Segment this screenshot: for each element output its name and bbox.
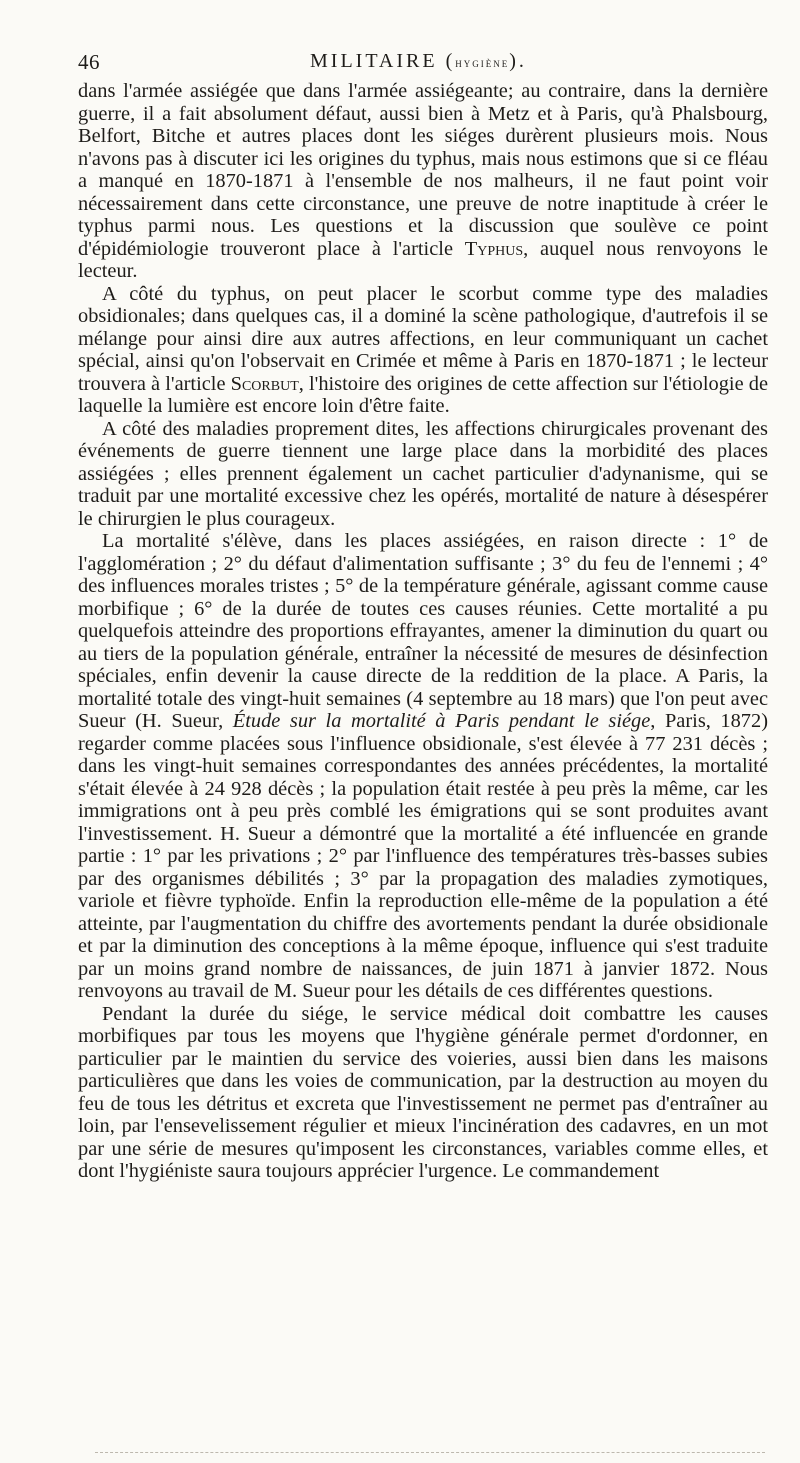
- running-title: [310, 50, 527, 73]
- paragraph-text: A côté du typhus, on peut placer le scorbut comme type des maladies obsidionales; dans quelques cas, il a dominé la scène pathologique, d'autrefois il se mélange pour ainsi dire aux autres affections, en leur communiquant un cachet spécial, ainsi qu'on l'observait en Crimée et même à Paris en 1870-1871 ; le lecteur trouvera à l'article: [78, 282, 768, 395]
- paragraph-text-end: , Paris, 1872) regarder comme placées sous l'influence obsidionale, s'est élevée à 77 231 décès ; dans les vingt-huit semaines correspondantes des années précédentes, la mortalité s'était élevée à 24 928 décès ; la population était restée à peu près la même, car les immigrations ont à peu près comblé les émigrations qui se sont produites avant l'investissement. H. Sueur a démontré que la mortalité a été influencée en grande partie : 1° par les privations ; 2° par l'influence des températures très-basses subies par des organismes débilités ; 3° par la propagation des maladies zymotiques, variole et fièvre typhoïde. Enfin la reproduction elle-même de la population a été atteinte, par l'augmentation du chiffre des avortements pendant la durée obsidionale et par la diminution des conceptions à la même époque, influence qui s'est traduite par un moins grand nombre de naissances, de juin 1871 à janvier 1872. Nous renvoyons au travail de M. Sueur pour les détails de ces différentes questions.: [78, 710, 768, 1002]
- running-title-end: ).: [509, 50, 527, 72]
- page-number: 46: [78, 50, 100, 74]
- paragraph-text: La mortalité s'élève, dans les places assiégées, en raison directe : 1° de l'agglomération ; 2° du défaut d'alimentation suffisante ; 3° du feu de l'ennemi ; 4° des influences morales tristes ; 5° de la température générale, agissant comme cause morbifique ; 6° de la durée de toutes ces causes réunies. Cette mortalité a pu quelquefois atteindre des proportions effrayantes, amener la diminution du quart ou au tiers de la population générale, entraîner la nécessité de mesures de désinfection spéciales, enfin devenir la cause directe de la reddition de la place. A Paris, la mortalité totale des vingt-huit semaines (4 septembre au 18 mars) que l'on peut avec Sueur (H. Sueur,: [78, 530, 768, 732]
- running-title-main: MILITAIRE (: [310, 50, 456, 72]
- running-title-small: hygiène: [455, 55, 510, 70]
- footer-divider: [95, 1452, 765, 1453]
- italic-citation: Étude sur la mortalité à Paris pendant le siége: [232, 710, 651, 732]
- page-header: [78, 44, 768, 80]
- paragraph-surgical-affections: [78, 418, 768, 531]
- cross-reference-term: Scorbut: [230, 372, 299, 395]
- page-body: [78, 80, 768, 1183]
- paragraph-text: A côté des maladies proprement dites, les affections chirurgicales provenant des événements de guerre tiennent une large place dans la morbidité des places assiégées ; elles prennent également un cachet particulier d'adynanisme, qui se traduit par une mortalité excessive chez les opérés, mortalité de nature à désespérer le chirurgien le plus courageux.: [78, 417, 768, 530]
- paragraph-text-end: , auquel nous renvoyons le lecteur.: [78, 237, 768, 282]
- cross-reference-term: Typhus: [464, 237, 524, 260]
- paragraph-text-end: , l'histoire des origines de cette affection sur l'étiologie de laquelle la lumière est encore loin d'être faite.: [78, 372, 768, 417]
- paragraph-scorbut: [78, 283, 768, 418]
- paragraph-mortality: [78, 530, 768, 1003]
- paragraph-text: Pendant la durée du siége, le service médical doit combattre les causes morbifiques par tous les moyens que l'hygiène générale permet d'ordonner, en particulier par le maintien du service des voieries, aussi bien dans les maisons particulières que dans les voies de communication, par la destruction au moyen du feu de tous les détritus et excreta que l'investissement ne permet pas d'entraîner au loin, par l'ensevelissement régulier et mieux l'incinération des cadavres, en un mot par une série de mesures qu'imposent les circonstances, variables comme elles, et dont l'hygiéniste saura toujours apprécier l'urgence. Le commandement: [78, 1002, 768, 1182]
- paragraph-typhus-continued: [78, 80, 768, 283]
- paragraph-text: dans l'armée assiégée que dans l'armée assiégeante; au contraire, dans la dernière guerre, il a fait absolument défaut, aussi bien à Metz et à Paris, qu'à Phalsbourg, Belfort, Bitche et autres places dont les siéges durèrent plusieurs mois. Nous n'avons pas à discuter ici les origines du typhus, mais nous estimons que si ce fléau a manqué en 1870-1871 à l'ensemble de nos malheurs, il ne faut point voir nécessairement dans cette circonstance, une preuve de notre inaptitude à créer le typhus parmi nous. Les questions et la discussion que soulève ce point d'épidémiologie trouveront place à l'article: [78, 80, 768, 260]
- paragraph-medical-service: [78, 1003, 768, 1183]
